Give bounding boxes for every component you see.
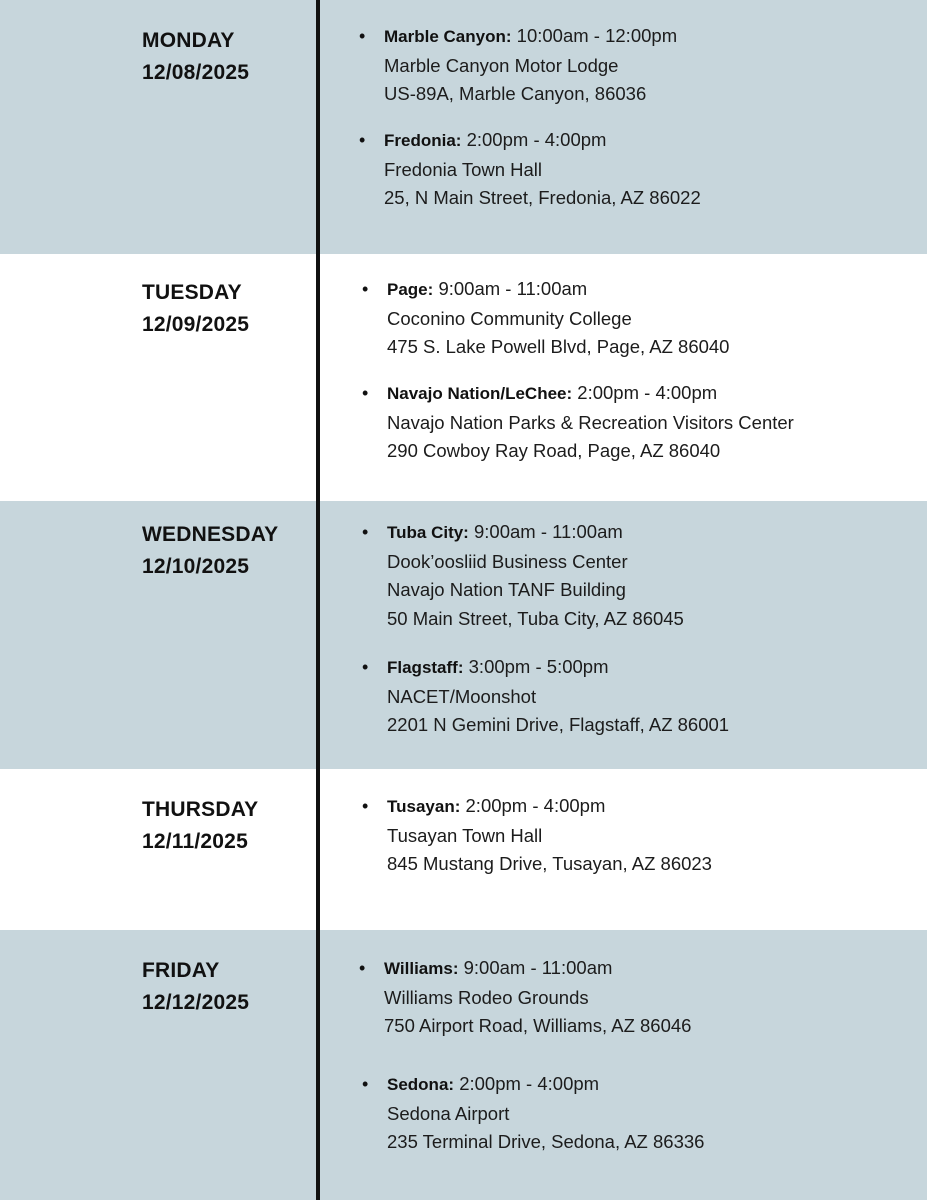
- location-entry: [362, 379, 794, 466]
- location-name: Williams:: [384, 959, 459, 978]
- location-entry: [359, 954, 692, 1041]
- bullet-icon: •: [362, 522, 369, 542]
- day-heading-friday: [142, 955, 249, 1019]
- location-line: Coconino Community College: [387, 307, 632, 329]
- day-heading-tuesday: [142, 277, 249, 341]
- location-entry: [362, 653, 730, 740]
- day-date: 12/10/2025: [142, 555, 250, 578]
- bullet-icon: •: [362, 1074, 369, 1094]
- location-line: NACET/Moonshot: [387, 685, 537, 707]
- location-entry: [359, 126, 701, 213]
- day-heading-monday: [142, 25, 249, 89]
- location-line: Sedona Airport: [387, 1102, 510, 1124]
- location-line: Tusayan Town Hall: [387, 824, 543, 846]
- location-line: Dook’oosliid Business Center: [387, 550, 628, 572]
- location-entry: [359, 22, 678, 109]
- location-name: Fredonia:: [384, 131, 462, 150]
- bullet-icon: •: [362, 796, 369, 816]
- location-address: 845 Mustang Drive, Tusayan, AZ 86023: [387, 853, 712, 874]
- location-time: 3:00pm - 5:00pm: [468, 656, 609, 677]
- day-name: FRIDAY: [142, 959, 220, 982]
- day-heading-thursday: [142, 794, 258, 858]
- location-time: 2:00pm - 4:00pm: [459, 1073, 600, 1094]
- day-date: 12/09/2025: [142, 313, 250, 336]
- location-address: 475 S. Lake Powell Blvd, Page, AZ 86040: [387, 336, 730, 357]
- location-address: 235 Terminal Drive, Sedona, AZ 86336: [387, 1131, 705, 1152]
- location-name: Tusayan:: [387, 797, 461, 816]
- location-name: Sedona:: [387, 1075, 455, 1094]
- bullet-icon: •: [362, 279, 369, 299]
- location-entry: [362, 1070, 705, 1157]
- location-name: Page:: [387, 280, 434, 299]
- location-time: 9:00am - 11:00am: [474, 521, 623, 542]
- location-time: 10:00am - 12:00pm: [516, 25, 678, 46]
- day-name: MONDAY: [142, 29, 235, 52]
- location-line: Navajo Nation Parks & Recreation Visitors Center: [387, 411, 794, 433]
- day-name: THURSDAY: [142, 798, 259, 821]
- day-date: 12/12/2025: [142, 991, 250, 1014]
- location-entry: [362, 518, 684, 633]
- bullet-icon: •: [362, 657, 369, 677]
- column-divider: [316, 0, 320, 1200]
- location-address: 25, N Main Street, Fredonia, AZ 86022: [384, 187, 701, 208]
- location-entry: [362, 275, 730, 362]
- location-time: 9:00am - 11:00am: [438, 278, 588, 299]
- location-line: Navajo Nation TANF Building: [387, 579, 626, 600]
- day-date: 12/08/2025: [142, 61, 250, 84]
- day-name: TUESDAY: [142, 281, 242, 304]
- location-line: Fredonia Town Hall: [384, 158, 543, 180]
- location-line: Marble Canyon Motor Lodge: [384, 54, 619, 76]
- location-line: Williams Rodeo Grounds: [384, 986, 589, 1008]
- bullet-icon: •: [359, 26, 366, 46]
- day-date: 12/11/2025: [142, 830, 248, 853]
- bullet-icon: •: [359, 130, 366, 150]
- location-time: 2:00pm - 4:00pm: [577, 382, 718, 403]
- location-name: Marble Canyon:: [384, 27, 512, 46]
- location-address: 2201 N Gemini Drive, Flagstaff, AZ 86001: [387, 714, 730, 735]
- location-name: Navajo Nation/LeChee:: [387, 384, 573, 403]
- location-name: Tuba City:: [387, 523, 469, 542]
- day-name: WEDNESDAY: [142, 523, 279, 546]
- location-time: 2:00pm - 4:00pm: [466, 129, 607, 150]
- bullet-icon: •: [362, 383, 369, 403]
- day-heading-wednesday: [142, 519, 278, 583]
- bullet-icon: •: [359, 958, 366, 978]
- location-address: 50 Main Street, Tuba City, AZ 86045: [387, 607, 684, 629]
- location-address: 290 Cowboy Ray Road, Page, AZ 86040: [387, 440, 721, 461]
- location-address: US-89A, Marble Canyon, 86036: [384, 83, 647, 104]
- location-entry: [362, 792, 712, 879]
- location-name: Flagstaff:: [387, 658, 464, 677]
- location-time: 2:00pm - 4:00pm: [465, 795, 606, 816]
- location-time: 9:00am - 11:00am: [463, 957, 613, 978]
- location-address: 750 Airport Road, Williams, AZ 86046: [384, 1015, 692, 1036]
